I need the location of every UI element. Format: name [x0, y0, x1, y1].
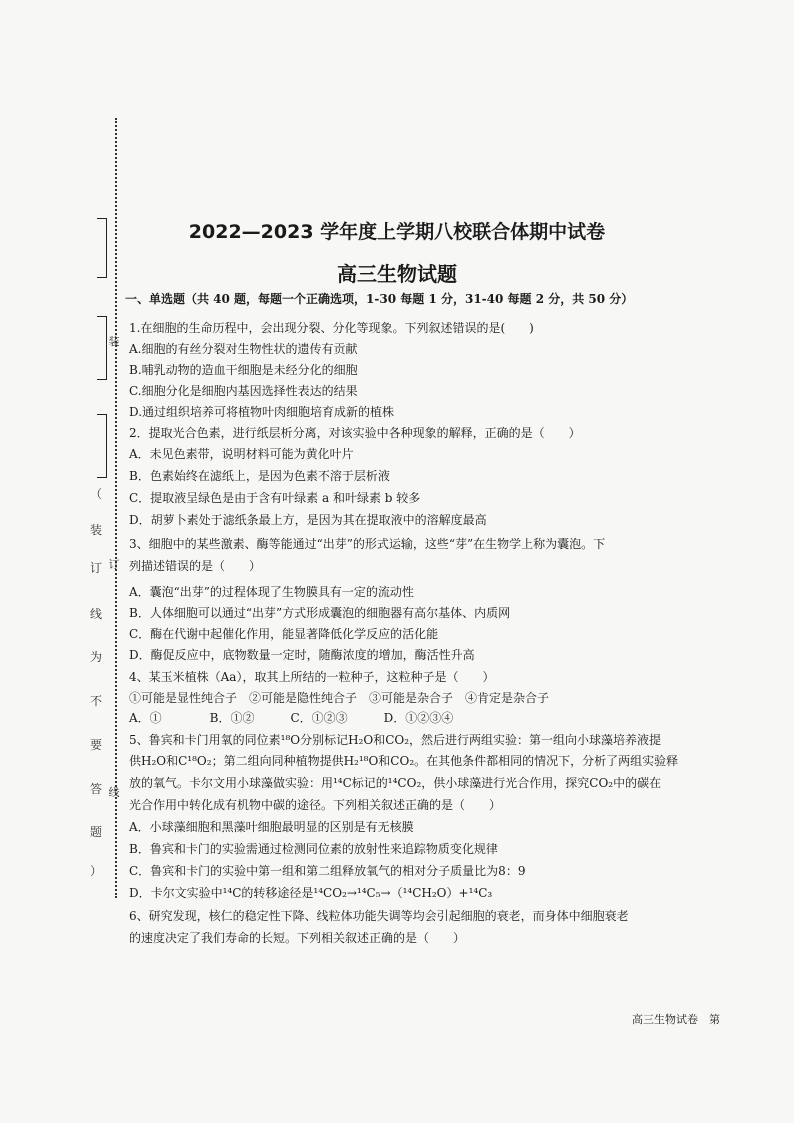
question-line: 光合作用中转化成有机物中碳的途径。下列相关叙述正确的是（ ） [129, 798, 502, 812]
question-line: D．酶促反应中，底物数量一定时，随酶浓度的增加，酶活性升高 [129, 648, 475, 662]
binding-char: 为 [89, 650, 102, 664]
question-line: 3、细胞中的某些激素、酶等能通过“出芽”的形式运输，这些“芽”在生物学上称为囊泡。下 [129, 537, 606, 551]
question-line: A．① B．①② C．①②③ D．①②③④ [129, 711, 454, 725]
binding-char: 答 [89, 782, 102, 796]
question-line: B．色素始终在滤纸上，是因为色素不溶于层析液 [129, 469, 390, 483]
section-heading: 一、单选题（共 40 题，每题一个正确选项，1-30 每题 1 分，31-40 每题 2 分，共 50 分） [125, 292, 634, 306]
binding-margin [0, 0, 125, 1123]
question-line: B．人体细胞可以通过“出芽”方式形成囊泡的细胞器有高尔基体、内质网 [129, 606, 511, 620]
question-line: D．胡萝卜素处于滤纸条最上方，是因为其在提取液中的溶解度最高 [129, 513, 487, 527]
question-line: A.细胞的有丝分裂对生物性状的遗传有贡献 [129, 342, 358, 356]
binding-char: 题 [89, 825, 102, 839]
question-line: D.通过组织培养可将植物叶肉细胞培育成新的植株 [129, 405, 395, 419]
question-line: C.细胞分化是细胞内基因选择性表达的结果 [129, 384, 358, 398]
question-line: 4、某玉米植株（Aa），取其上所结的一粒种子，这粒种子是（ ） [129, 670, 495, 684]
binding-char: 装 [108, 335, 120, 348]
question-line: 1.在细胞的生命历程中，会出现分裂、分化等现象。下列叙述错误的是( ) [129, 321, 534, 335]
student-info-bracket [97, 414, 107, 478]
question-line: B．鲁宾和卡门的实验需通过检测同位素的放射性来追踪物质变化规律 [129, 842, 498, 856]
question-line: C．提取液呈绿色是由于含有叶绿素 a 和叶绿素 b 较多 [129, 491, 421, 505]
question-line: ①可能是显性纯合子 ②可能是隐性纯合子 ③可能是杂合子 ④肯定是杂合子 [129, 691, 550, 705]
question-line: 6、研究发现，核仁的稳定性下降、线粒体功能失调等均会引起细胞的衰老，而身体中细胞衰老 [129, 909, 629, 923]
question-line: 供H₂O和C¹⁸O₂；第二组向同种植物提供H₂¹⁸O和CO₂。在其他条件都相同的情况下，分析了两组实验释 [129, 754, 679, 768]
binding-char: 装 [89, 523, 102, 537]
exam-subtitle: 高三生物试题 [337, 262, 457, 286]
question-line: B.哺乳动物的造血干细胞是未经分化的细胞 [129, 363, 358, 377]
exam-title: 2022—2023 学年度上学期八校联合体期中试卷 [188, 221, 606, 243]
question-line: C．鲁宾和卡门的实验中第一组和第二组释放氧气的相对分子质量比为8：9 [129, 864, 526, 878]
binding-char: 线 [108, 786, 120, 799]
binding-char: 不 [89, 694, 102, 708]
question-line: 列描述错误的是（ ） [129, 559, 262, 573]
binding-char: 线 [89, 607, 102, 621]
question-line: 放的氧气。卡尔文用小球藻做实验：用¹⁴C标记的¹⁴CO₂，供小球藻进行光合作用，探究CO₂中的碳在 [129, 776, 662, 790]
question-line: A．未见色素带，说明材料可能为黄化叶片 [129, 447, 354, 461]
question-line: C．酶在代谢中起催化作用，能显著降低化学反应的活化能 [129, 627, 439, 641]
binding-char: 要 [89, 738, 102, 752]
question-line: A．小球藻细胞和黑藻叶细胞最明显的区别是有无核膜 [129, 820, 414, 834]
question-line: 2．提取光合色素，进行纸层析分离，对该实验中各种现象的解释，正确的是（ ） [129, 426, 581, 440]
binding-char: （ [89, 487, 102, 501]
question-line: A．囊泡“出芽”的过程体现了生物膜具有一定的流动性 [129, 585, 414, 599]
page-footer: 高三生物试卷 第 [632, 1013, 720, 1026]
question-line: D．卡尔文实验中¹⁴C的转移途径是¹⁴CO₂→¹⁴C₅→（¹⁴CH₂O）+¹⁴C₃ [129, 886, 493, 900]
question-line: 的速度决定了我们寿命的长短。下列相关叙述正确的是（ ） [129, 931, 466, 945]
binding-char: ） [89, 864, 102, 878]
binding-char: 订 [89, 561, 102, 575]
binding-char: 订 [108, 558, 120, 571]
question-line: 5、鲁宾和卡门用氧的同位素¹⁸O分别标记H₂O和CO₂，然后进行两组实验：第一组向小球藻培养液提 [129, 733, 662, 747]
